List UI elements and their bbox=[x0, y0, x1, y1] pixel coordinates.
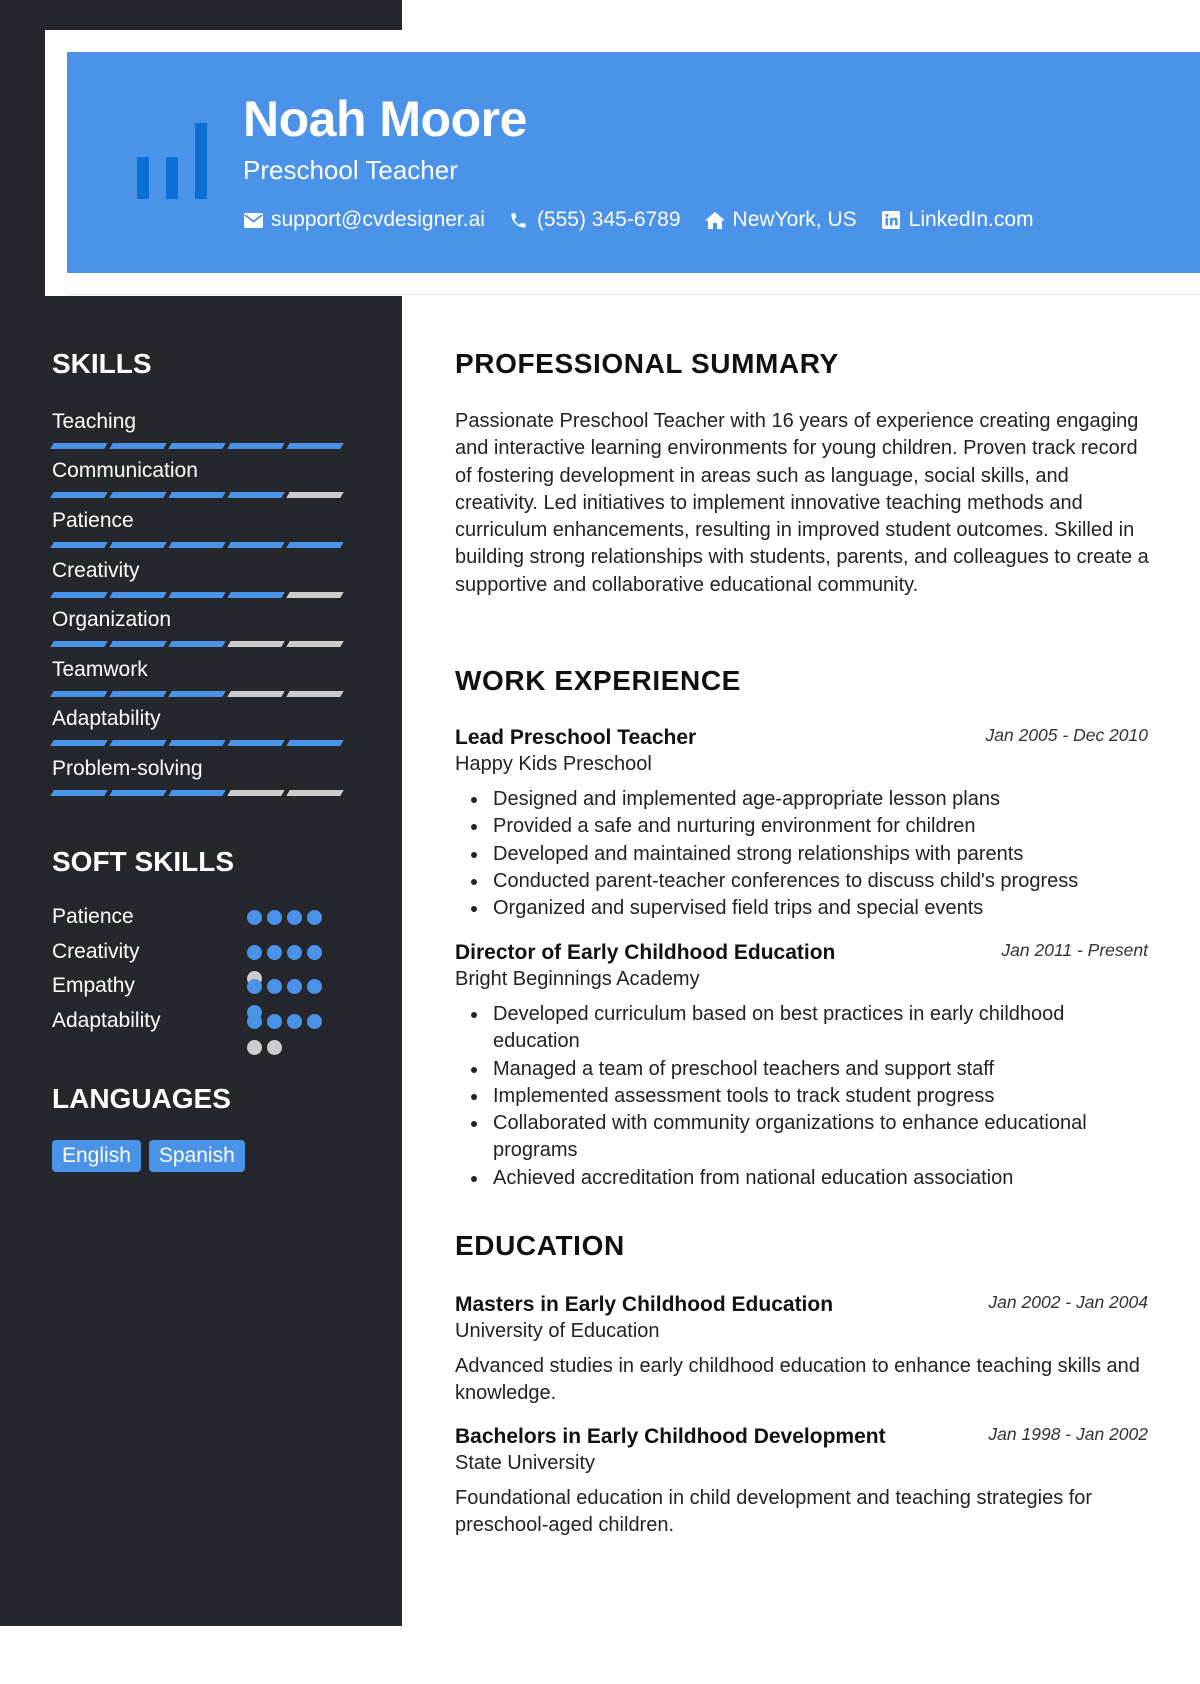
skill-segment bbox=[286, 790, 343, 796]
soft-skill-item bbox=[52, 1009, 352, 1039]
rating-dot bbox=[247, 945, 262, 960]
job-title: Director of Early Childhood Education bbox=[455, 941, 836, 964]
skill-bar bbox=[52, 790, 352, 796]
skill-segment bbox=[227, 443, 284, 449]
soft-skill-label: Empathy bbox=[52, 974, 135, 997]
experience-heading: WORK EXPERIENCE bbox=[455, 665, 741, 696]
contact-linkedin[interactable] bbox=[881, 208, 1034, 232]
job-bullet: Provided a safe and nurturing environment for children bbox=[455, 813, 1155, 840]
skill-segment bbox=[50, 592, 107, 598]
skill-segment bbox=[227, 641, 284, 647]
summary-text: Passionate Preschool Teacher with 16 years of experience creating engaging and interactive learning environments for young children. Proven track record of fostering development in areas such as language, social skills, and creativity. Led initiatives to implement innovative teaching methods and curriculum enhancements, resulting in improved student outcomes. Skilled in building strong relationships with students, parents, and colleagues to create a supportive and collaborative educational community. bbox=[455, 410, 1149, 596]
skill-label: Creativity bbox=[52, 559, 140, 582]
degree-title: Bachelors in Early Childhood Development bbox=[455, 1425, 886, 1448]
degree-school: State University bbox=[455, 1452, 596, 1474]
contact-email[interactable] bbox=[243, 208, 485, 232]
degree-school: University of Education bbox=[455, 1320, 660, 1342]
skill-segment bbox=[227, 542, 284, 548]
job-bullet: Designed and implemented age-appropriate lesson plans bbox=[455, 786, 1155, 813]
skill-label: Adaptability bbox=[52, 707, 161, 730]
job-bullets bbox=[455, 786, 1155, 922]
job-bullet: Collaborated with community organizations to enhance educational programs bbox=[455, 1110, 1155, 1165]
rating-dot bbox=[307, 1014, 322, 1029]
skill-label: Teaching bbox=[52, 410, 137, 433]
rating-dot bbox=[247, 1040, 262, 1055]
skill-segment bbox=[168, 592, 225, 598]
rating-dot bbox=[287, 979, 302, 994]
rating-dot bbox=[307, 945, 322, 960]
phone-icon bbox=[509, 210, 529, 230]
rating-dot bbox=[247, 1014, 262, 1029]
skill-segment bbox=[227, 740, 284, 746]
skill-bar bbox=[52, 492, 352, 498]
skill-segment bbox=[168, 542, 225, 548]
skill-segment bbox=[50, 492, 107, 498]
soft-skill-label: Adaptability bbox=[52, 1009, 161, 1032]
contact-phone-text: (555) 345-6789 bbox=[536, 208, 681, 231]
language-list bbox=[52, 1140, 253, 1172]
skill-item bbox=[52, 607, 352, 647]
degree-title: Masters in Early Childhood Education bbox=[455, 1293, 834, 1316]
skill-segment bbox=[227, 592, 284, 598]
soft-skill-rating bbox=[247, 1014, 337, 1034]
soft-skill-rating bbox=[247, 945, 337, 965]
contact-phone[interactable] bbox=[509, 208, 681, 232]
rating-dot bbox=[247, 979, 262, 994]
skill-label: Communication bbox=[52, 459, 198, 482]
skill-segment bbox=[286, 542, 343, 548]
skill-segment bbox=[109, 492, 166, 498]
skill-bar bbox=[52, 691, 352, 697]
degree-description: Advanced studies in early childhood education to enhance teaching skills and knowledge. bbox=[455, 1355, 1140, 1405]
skill-segment bbox=[109, 740, 166, 746]
skill-segment bbox=[50, 641, 107, 647]
skills-heading: SKILLS bbox=[52, 348, 152, 379]
degree-dates: Jan 2002 - Jan 2004 bbox=[988, 1292, 1148, 1312]
skill-item bbox=[52, 756, 352, 796]
skill-segment bbox=[227, 492, 284, 498]
skill-segment bbox=[286, 641, 343, 647]
skill-segment bbox=[168, 790, 225, 796]
rating-dot bbox=[307, 910, 322, 925]
skill-segment bbox=[109, 790, 166, 796]
skill-segment bbox=[286, 492, 343, 498]
soft-skill-rating bbox=[247, 910, 337, 930]
skill-segment bbox=[50, 691, 107, 697]
linkedin-icon bbox=[881, 210, 901, 230]
job-company: Happy Kids Preschool bbox=[455, 753, 652, 775]
education-heading: EDUCATION bbox=[455, 1230, 625, 1261]
header-divider bbox=[67, 294, 1200, 295]
skill-segment bbox=[109, 691, 166, 697]
job-bullet: Achieved accreditation from national education association bbox=[455, 1165, 1155, 1192]
job-bullet: Developed and maintained strong relationships with parents bbox=[455, 841, 1155, 868]
skill-segment bbox=[50, 443, 107, 449]
skill-item bbox=[52, 409, 352, 449]
job-bullet: Organized and supervised field trips and special events bbox=[455, 895, 1155, 922]
rating-dot bbox=[267, 1014, 282, 1029]
contact-location-text: NewYork, US bbox=[732, 208, 857, 231]
rating-dot bbox=[267, 945, 282, 960]
job-company: Bright Beginnings Academy bbox=[455, 968, 700, 990]
contact-linkedin-text: LinkedIn.com bbox=[908, 208, 1034, 231]
job-bullet: Developed curriculum based on best practices in early childhood education bbox=[455, 1001, 1155, 1056]
skill-item bbox=[52, 706, 352, 746]
language-chip: English bbox=[52, 1140, 141, 1172]
rating-dot bbox=[307, 979, 322, 994]
skill-segment bbox=[168, 492, 225, 498]
candidate-name: Noah Moore bbox=[243, 91, 527, 147]
rating-dot bbox=[267, 910, 282, 925]
skill-segment bbox=[109, 443, 166, 449]
skill-segment bbox=[50, 542, 107, 548]
languages-heading: LANGUAGES bbox=[52, 1083, 231, 1114]
job-bullet: Implemented assessment tools to track student progress bbox=[455, 1083, 1155, 1110]
skill-label: Problem-solving bbox=[52, 757, 203, 780]
skill-segment bbox=[286, 691, 343, 697]
skill-label: Patience bbox=[52, 509, 134, 532]
job-dates: Jan 2005 - Dec 2010 bbox=[985, 725, 1148, 745]
envelope-icon bbox=[243, 210, 263, 230]
logo-icon bbox=[137, 119, 207, 199]
skill-label: Organization bbox=[52, 608, 172, 631]
skill-segment bbox=[109, 592, 166, 598]
candidate-title: Preschool Teacher bbox=[243, 155, 458, 185]
rating-dot bbox=[287, 1014, 302, 1029]
soft-skills-heading: SOFT SKILLS bbox=[52, 846, 234, 877]
skill-segment bbox=[109, 641, 166, 647]
skill-item bbox=[52, 558, 352, 598]
skill-item bbox=[52, 657, 352, 697]
rating-dot bbox=[287, 945, 302, 960]
job-title: Lead Preschool Teacher bbox=[455, 726, 697, 749]
skill-bar bbox=[52, 592, 352, 598]
rating-dot bbox=[267, 1040, 282, 1055]
soft-skill-rating bbox=[247, 979, 337, 999]
header-band bbox=[67, 52, 1200, 273]
skill-segment bbox=[286, 740, 343, 746]
skill-bar bbox=[52, 542, 352, 548]
skill-segment bbox=[109, 542, 166, 548]
skill-segment bbox=[168, 691, 225, 697]
degree-description: Foundational education in child development and teaching strategies for preschool-aged children. bbox=[455, 1487, 1093, 1537]
skill-segment bbox=[50, 790, 107, 796]
rating-dot bbox=[247, 910, 262, 925]
job-bullet: Conducted parent-teacher conferences to discuss child's progress bbox=[455, 868, 1155, 895]
skill-segment bbox=[50, 740, 107, 746]
rating-dot bbox=[287, 910, 302, 925]
rating-dot bbox=[267, 979, 282, 994]
soft-skill-item bbox=[52, 974, 352, 1004]
soft-skill-label: Patience bbox=[52, 905, 134, 928]
contact-bar bbox=[243, 205, 1058, 235]
skill-segment bbox=[227, 790, 284, 796]
job-bullets bbox=[455, 1001, 1155, 1192]
soft-skill-item bbox=[52, 905, 352, 935]
skill-bar bbox=[52, 641, 352, 647]
skill-segment bbox=[286, 443, 343, 449]
skill-segment bbox=[286, 592, 343, 598]
contact-location[interactable] bbox=[705, 208, 857, 232]
contact-email-text: support@cvdesigner.ai bbox=[271, 208, 485, 231]
skill-segment bbox=[168, 641, 225, 647]
skill-segment bbox=[168, 443, 225, 449]
summary-heading: PROFESSIONAL SUMMARY bbox=[455, 348, 839, 379]
job-dates: Jan 2011 - Present bbox=[1001, 940, 1148, 960]
soft-skill-item bbox=[52, 940, 352, 970]
skill-bar bbox=[52, 740, 352, 746]
skill-segment bbox=[168, 740, 225, 746]
skill-label: Teamwork bbox=[52, 658, 148, 681]
job-bullet: Managed a team of preschool teachers and support staff bbox=[455, 1056, 1155, 1083]
soft-skill-label: Creativity bbox=[52, 940, 140, 963]
skill-segment bbox=[227, 691, 284, 697]
skill-bar bbox=[52, 443, 352, 449]
degree-dates: Jan 1998 - Jan 2002 bbox=[988, 1424, 1148, 1444]
home-icon bbox=[705, 210, 725, 230]
language-chip: Spanish bbox=[149, 1140, 245, 1172]
skill-item bbox=[52, 458, 352, 498]
skill-item bbox=[52, 508, 352, 548]
